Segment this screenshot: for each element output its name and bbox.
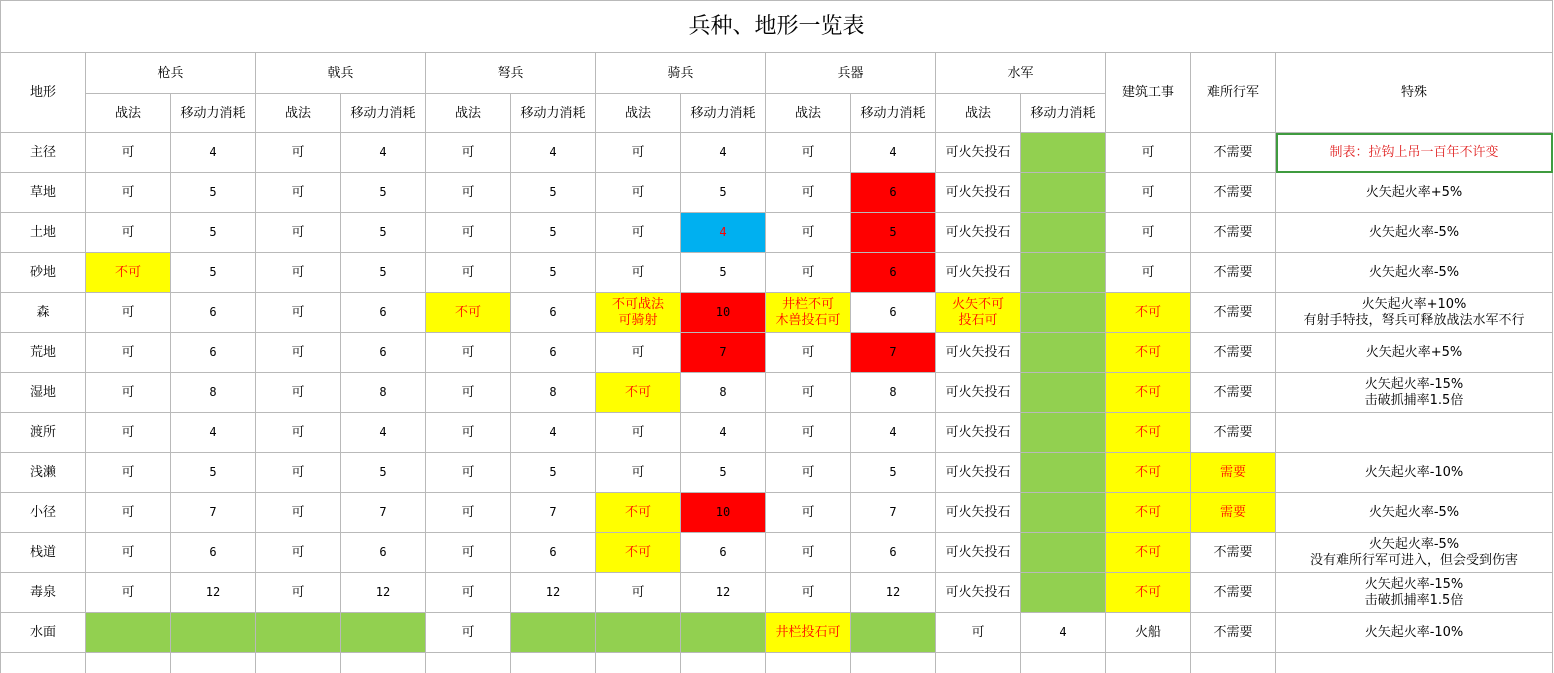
table-cell (511, 613, 596, 653)
table-cell: 12 (851, 573, 936, 613)
empty-cell (1021, 653, 1106, 673)
table-cell: 7 (851, 333, 936, 373)
table-cell: 可 (426, 173, 511, 213)
table-cell: 不需要 (1191, 333, 1276, 373)
table-cell: 不可 (1106, 293, 1191, 333)
table-cell: 7 (341, 493, 426, 533)
table-cell: 不需要 (1191, 293, 1276, 333)
table-cell (1021, 453, 1106, 493)
table-cell (171, 613, 256, 653)
table-cell (256, 613, 341, 653)
table-cell: 4 (851, 413, 936, 453)
table-cell: 可 (426, 533, 511, 573)
tactic-subheader: 战法 (256, 94, 341, 133)
table-cell: 7 (851, 493, 936, 533)
move-cost-subheader: 移动力消耗 (851, 94, 936, 133)
table-cell: 不可 (1106, 333, 1191, 373)
table-cell: 4 (1021, 613, 1106, 653)
table-cell: 可 (256, 333, 341, 373)
table-cell: 可 (256, 493, 341, 533)
empty-cell (1276, 653, 1553, 673)
table-cell: 井栏投石可 (766, 613, 851, 653)
table-cell: 8 (341, 373, 426, 413)
table-cell: 可火矢投石 (936, 573, 1021, 613)
table-cell: 可 (426, 453, 511, 493)
table-cell: 可 (86, 373, 171, 413)
table-cell: 可 (596, 413, 681, 453)
table-cell: 可 (426, 253, 511, 293)
table-cell: 可 (86, 573, 171, 613)
table-cell: 可火矢投石 (936, 373, 1021, 413)
table-cell: 可 (936, 613, 1021, 653)
table-cell: 可 (596, 213, 681, 253)
table-cell: 可 (256, 253, 341, 293)
table-cell: 4 (171, 413, 256, 453)
tactic-subheader: 战法 (426, 94, 511, 133)
table-cell: 可 (426, 413, 511, 453)
table-cell: 可 (86, 133, 171, 173)
table-cell: 可 (86, 413, 171, 453)
table-cell: 可 (86, 453, 171, 493)
empty-cell (1191, 653, 1276, 673)
table-cell: 6 (341, 333, 426, 373)
table-cell: 不可 (86, 253, 171, 293)
table-cell: 不可 (1106, 493, 1191, 533)
table-cell: 5 (171, 173, 256, 213)
empty-cell (426, 653, 511, 673)
table-cell: 5 (511, 453, 596, 493)
table-cell: 7 (681, 333, 766, 373)
table-cell: 6 (171, 533, 256, 573)
empty-cell (171, 653, 256, 673)
terrain-name: 荒地 (1, 333, 86, 373)
terrain-name: 主径 (1, 133, 86, 173)
table-cell: 可 (256, 213, 341, 253)
table-cell: 可 (426, 613, 511, 653)
empty-cell (851, 653, 936, 673)
table-cell: 火矢不可 投石可 (936, 293, 1021, 333)
terrain-header: 地形 (1, 53, 86, 133)
tactic-subheader: 战法 (596, 94, 681, 133)
unit-header-spear: 枪兵 (86, 53, 256, 94)
table-row (1, 333, 1553, 373)
table-cell: 5 (341, 173, 426, 213)
table-cell: 可 (766, 413, 851, 453)
table-cell (1276, 413, 1553, 453)
table-row (1, 573, 1553, 613)
unit-header-crossbow: 弩兵 (426, 53, 596, 94)
table-cell (1021, 413, 1106, 453)
table-cell (1021, 533, 1106, 573)
move-cost-subheader: 移动力消耗 (511, 94, 596, 133)
table-cell: 可 (766, 333, 851, 373)
table-cell: 可 (1106, 213, 1191, 253)
table-cell: 可 (596, 573, 681, 613)
table-cell: 5 (511, 213, 596, 253)
terrain-name: 栈道 (1, 533, 86, 573)
table-cell (681, 613, 766, 653)
table-cell: 10 (681, 293, 766, 333)
table-cell: 可 (426, 333, 511, 373)
move-cost-subheader: 移动力消耗 (681, 94, 766, 133)
table-cell: 可 (426, 573, 511, 613)
tactic-subheader: 战法 (86, 94, 171, 133)
table-cell: 可 (86, 333, 171, 373)
table-cell: 4 (511, 133, 596, 173)
hard-march-header: 难所行军 (1191, 53, 1276, 133)
table-cell: 井栏不可 木兽投石可 (766, 293, 851, 333)
table-cell: 火矢起火率-10% (1276, 453, 1553, 493)
table-cell: 4 (171, 133, 256, 173)
table-row (1, 373, 1553, 413)
table-row (1, 213, 1553, 253)
table-cell: 可 (766, 173, 851, 213)
table-cell: 可 (766, 573, 851, 613)
table-cell: 5 (681, 173, 766, 213)
table-cell: 可火矢投石 (936, 333, 1021, 373)
table-cell: 不需要 (1191, 173, 1276, 213)
terrain-name: 毒泉 (1, 573, 86, 613)
table-cell: 5 (341, 253, 426, 293)
table-cell: 6 (511, 333, 596, 373)
table-row (1, 253, 1553, 293)
table-cell (851, 613, 936, 653)
table-cell: 可 (766, 493, 851, 533)
table-row (1, 173, 1553, 213)
terrain-name: 小径 (1, 493, 86, 533)
table-row (1, 613, 1553, 653)
unit-header-siege: 兵器 (766, 53, 936, 94)
table-cell: 火矢起火率+10% 有射手特技，弩兵可释放战法水军不行 (1276, 293, 1553, 333)
empty-cell (1106, 653, 1191, 673)
table-cell: 可 (596, 253, 681, 293)
table-cell: 可 (256, 413, 341, 453)
table-cell: 可 (766, 213, 851, 253)
table-cell: 不需要 (1191, 253, 1276, 293)
table-cell: 可 (256, 133, 341, 173)
terrain-name: 森 (1, 293, 86, 333)
table-cell: 4 (681, 133, 766, 173)
table-cell: 可火矢投石 (936, 133, 1021, 173)
table-cell (86, 613, 171, 653)
table-title: 兵种、地形一览表 (1, 1, 1553, 53)
table-row (1, 533, 1553, 573)
table-cell: 可 (256, 373, 341, 413)
header-row-1 (1, 53, 1553, 94)
table-cell: 12 (681, 573, 766, 613)
table-cell: 可 (86, 533, 171, 573)
table-cell: 不可 (1106, 573, 1191, 613)
unit-header-navy: 水军 (936, 53, 1106, 94)
table-cell: 8 (511, 373, 596, 413)
table-cell (1021, 333, 1106, 373)
table-cell (1021, 573, 1106, 613)
terrain-name: 水面 (1, 613, 86, 653)
table-cell: 6 (511, 533, 596, 573)
table-cell: 可 (86, 293, 171, 333)
table-cell: 6 (681, 533, 766, 573)
table-row (1, 293, 1553, 333)
table-cell: 5 (341, 453, 426, 493)
table-cell: 不需要 (1191, 213, 1276, 253)
table-cell: 不可 (1106, 413, 1191, 453)
move-cost-subheader: 移动力消耗 (1021, 94, 1106, 133)
table-cell: 可 (86, 213, 171, 253)
terrain-name: 砂地 (1, 253, 86, 293)
table-cell: 可火矢投石 (936, 213, 1021, 253)
table-cell: 火矢起火率-10% (1276, 613, 1553, 653)
table-cell: 6 (851, 533, 936, 573)
table-cell (1021, 173, 1106, 213)
move-cost-subheader: 移动力消耗 (171, 94, 256, 133)
table-cell: 火矢起火率-15% 击破抓捕率1.5倍 (1276, 373, 1553, 413)
table-cell: 需要 (1191, 453, 1276, 493)
empty-cell (511, 653, 596, 673)
table-cell: 不需要 (1191, 373, 1276, 413)
table-cell: 可 (766, 533, 851, 573)
table-cell: 火船 (1106, 613, 1191, 653)
terrain-name: 渡所 (1, 413, 86, 453)
table-cell: 5 (851, 453, 936, 493)
table-cell: 4 (341, 413, 426, 453)
table-cell: 可火矢投石 (936, 533, 1021, 573)
special-header: 特殊 (1276, 53, 1553, 133)
table-cell: 5 (851, 213, 936, 253)
table-cell: 8 (171, 373, 256, 413)
table-cell: 可 (766, 133, 851, 173)
terrain-name: 草地 (1, 173, 86, 213)
table-cell (1021, 493, 1106, 533)
empty-cell (936, 653, 1021, 673)
table-cell: 可 (86, 493, 171, 533)
table-cell: 4 (851, 133, 936, 173)
table-cell: 可 (596, 173, 681, 213)
table-cell: 火矢起火率-15% 击破抓捕率1.5倍 (1276, 573, 1553, 613)
tactic-subheader: 战法 (766, 94, 851, 133)
table-cell: 可 (1106, 133, 1191, 173)
table-cell: 5 (511, 253, 596, 293)
table-cell: 6 (511, 293, 596, 333)
table-cell: 可 (1106, 173, 1191, 213)
table-row (1, 453, 1553, 493)
table-cell: 可 (256, 453, 341, 493)
table-cell: 4 (511, 413, 596, 453)
terrain-name: 土地 (1, 213, 86, 253)
table-cell: 5 (171, 253, 256, 293)
table-cell: 12 (341, 573, 426, 613)
table-cell: 可 (426, 133, 511, 173)
table-cell: 12 (511, 573, 596, 613)
table-cell (1021, 133, 1106, 173)
table-cell: 7 (171, 493, 256, 533)
table-cell (341, 613, 426, 653)
table-cell: 7 (511, 493, 596, 533)
empty-cell (596, 653, 681, 673)
table-cell: 5 (511, 173, 596, 213)
empty-row (1, 653, 1553, 673)
terrain-name: 浅濑 (1, 453, 86, 493)
table-cell: 可 (1106, 253, 1191, 293)
table-cell: 可 (256, 293, 341, 333)
table-cell: 不可 (596, 493, 681, 533)
table-cell: 火矢起火率+5% (1276, 333, 1553, 373)
table-cell: 5 (341, 213, 426, 253)
empty-cell (1, 653, 86, 673)
empty-cell (681, 653, 766, 673)
table-cell: 可 (256, 173, 341, 213)
table-cell: 可 (256, 533, 341, 573)
table-row (1, 413, 1553, 453)
table-cell: 可火矢投石 (936, 493, 1021, 533)
unit-header-halberd: 戟兵 (256, 53, 426, 94)
table-cell: 不需要 (1191, 533, 1276, 573)
tactic-subheader: 战法 (936, 94, 1021, 133)
empty-cell (256, 653, 341, 673)
table-cell: 火矢起火率-5% (1276, 493, 1553, 533)
table-cell: 可 (596, 453, 681, 493)
table-cell: 火矢起火率-5% 没有难所行军可进入，但会受到伤害 (1276, 533, 1553, 573)
table-cell: 火矢起火率-5% (1276, 253, 1553, 293)
table-cell: 火矢起火率-5% (1276, 213, 1553, 253)
table-cell: 火矢起火率+5% (1276, 173, 1553, 213)
table-cell (1021, 213, 1106, 253)
table-cell (596, 613, 681, 653)
table-cell: 6 (341, 533, 426, 573)
table-cell: 不可 (1106, 533, 1191, 573)
table-cell: 可 (86, 173, 171, 213)
table-cell (1021, 293, 1106, 333)
empty-cell (766, 653, 851, 673)
table-cell (1021, 373, 1106, 413)
table-cell: 不可 (426, 293, 511, 333)
table-cell: 不可 (1106, 453, 1191, 493)
table-cell: 6 (851, 173, 936, 213)
empty-cell (341, 653, 426, 673)
table-cell: 不需要 (1191, 573, 1276, 613)
table-cell: 10 (681, 493, 766, 533)
table-cell: 5 (171, 453, 256, 493)
table-cell: 不需要 (1191, 133, 1276, 173)
terrain-name: 湿地 (1, 373, 86, 413)
table-cell: 制表：拉钩上吊一百年不许变 (1276, 133, 1553, 173)
table-cell (1021, 253, 1106, 293)
table-cell: 5 (171, 213, 256, 253)
table-cell: 6 (171, 293, 256, 333)
table-cell: 可 (766, 373, 851, 413)
table-cell: 8 (851, 373, 936, 413)
table-cell: 可 (426, 213, 511, 253)
table-cell: 6 (341, 293, 426, 333)
unit-header-cavalry: 骑兵 (596, 53, 766, 94)
table-cell: 5 (681, 253, 766, 293)
table-cell: 不需要 (1191, 613, 1276, 653)
table-cell: 可 (426, 373, 511, 413)
table-cell: 可 (596, 333, 681, 373)
table-cell: 需要 (1191, 493, 1276, 533)
table-cell: 不可 (596, 533, 681, 573)
table-cell: 不可 (1106, 373, 1191, 413)
empty-cell (86, 653, 171, 673)
table-cell: 不需要 (1191, 413, 1276, 453)
table-cell: 可火矢投石 (936, 453, 1021, 493)
table-cell: 6 (851, 293, 936, 333)
table-row (1, 133, 1553, 173)
table-cell: 4 (341, 133, 426, 173)
building-header: 建筑工事 (1106, 53, 1191, 133)
table-cell: 可火矢投石 (936, 253, 1021, 293)
table-cell: 不可 (596, 373, 681, 413)
table-cell: 可 (256, 573, 341, 613)
table-cell: 4 (681, 213, 766, 253)
table-cell: 可 (596, 133, 681, 173)
table-cell: 5 (681, 453, 766, 493)
table-cell: 6 (851, 253, 936, 293)
table-cell: 可 (766, 453, 851, 493)
table-cell: 4 (681, 413, 766, 453)
table-cell: 可 (766, 253, 851, 293)
table-cell: 可火矢投石 (936, 173, 1021, 213)
table-cell: 8 (681, 373, 766, 413)
table-row (1, 493, 1553, 533)
table-cell: 不可战法 可骑射 (596, 293, 681, 333)
table-cell: 可火矢投石 (936, 413, 1021, 453)
table-cell: 6 (171, 333, 256, 373)
move-cost-subheader: 移动力消耗 (341, 94, 426, 133)
table-cell: 12 (171, 573, 256, 613)
table-cell: 可 (426, 493, 511, 533)
